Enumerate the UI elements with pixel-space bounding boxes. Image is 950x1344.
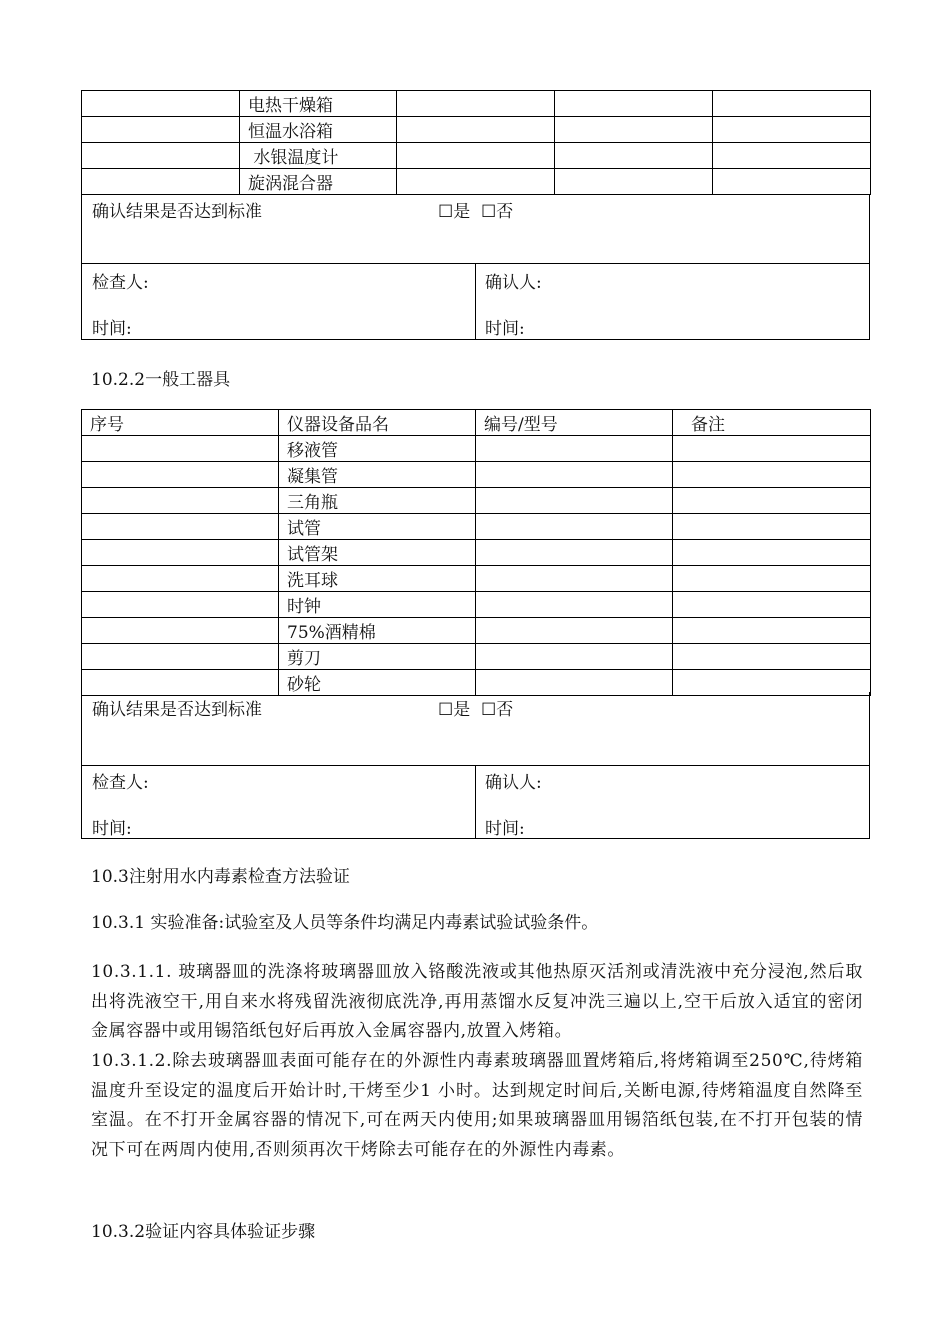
tool-name: 剪刀 (279, 644, 476, 670)
table-row (82, 143, 871, 169)
tool-name: 洗耳球 (279, 566, 476, 592)
section-heading-10-3-1: 10.3.1 实验准备:试验室及人员等条件均满足内毒素试验试验条件。 (91, 913, 599, 933)
table-row (82, 618, 871, 644)
table-row (82, 117, 871, 143)
confirm-result-box (81, 194, 870, 264)
table-row (82, 514, 871, 540)
table-row (82, 436, 871, 462)
tool-name: 试管 (279, 514, 476, 540)
column-header: 编号/型号 (476, 410, 673, 436)
column-header: 仪器设备品名 (279, 410, 476, 436)
time-label: 时间: (92, 819, 132, 839)
paragraph-10-3-1-2: 10.3.1.2.除去玻璃器皿表面可能存在的外源性内毒素玻璃器皿置烤箱后,将烤箱调至250℃,待烤箱温度升至设定的温度后开始计时,干烤至少1 小时。达到规定时间后,关断电源,待烤箱温度自然降至室温。在不打开金属容器的情况下,可在两天内使用;如果玻璃器皿用锡箔纸包装,在不打开包装的情况下可在两周内使用,否则须再次干烤除去可能存在的外源性内毒素。 (91, 1051, 863, 1160)
tool-name: 时钟 (279, 592, 476, 618)
table-row (82, 592, 871, 618)
signature-box (81, 766, 870, 839)
table-row (82, 169, 871, 195)
inspector-label: 检查人: (92, 773, 149, 793)
column-header: 序号 (82, 410, 279, 436)
time-label: 时间: (485, 819, 525, 839)
equipment-name: 水银温度计 (240, 143, 397, 169)
confirmer-label: 确认人: (485, 273, 542, 293)
paragraph-10-3-1-1: 10.3.1.1. 玻璃器皿的洗涤将玻璃器皿放入铬酸洗液或其他热原灭活剂或清洗液中充分浸泡,然后取出将洗液空干,用自来水将残留洗液彻底洗净,再用蒸馏水反复冲洗三遍以上,空干后放入适宜的密闭金属容器中或用锡箔纸包好后再放入金属容器内,放置入烤箱。 (91, 962, 863, 1041)
tool-name: 凝集管 (279, 462, 476, 488)
section-heading-10-3: 10.3注射用水内毒素检查方法验证 (91, 867, 350, 887)
table-row (82, 540, 871, 566)
column-header: 备注 (673, 410, 871, 436)
equipment-name: 电热干燥箱 (240, 91, 397, 117)
table-row (82, 566, 871, 592)
tool-name: 移液管 (279, 436, 476, 462)
tool-name: 砂轮 (279, 670, 476, 696)
tool-name: 三角瓶 (279, 488, 476, 514)
time-label: 时间: (92, 319, 132, 339)
section-heading-10-3-2: 10.3.2验证内容具体验证步骤 (91, 1222, 316, 1242)
confirm-result-box (81, 692, 870, 766)
general-tools-table (81, 409, 871, 696)
confirm-label: 确认结果是否达到标准 (92, 700, 262, 720)
table-row (82, 488, 871, 514)
section-heading-10-2-2: 10.2.2一般工器具 (91, 370, 231, 390)
confirm-label: 确认结果是否达到标准 (92, 202, 262, 222)
table-header-row (82, 410, 871, 436)
confirm-yes-no-checkboxes[interactable]: ☐是 ☐否 (438, 202, 514, 222)
equipment-name: 恒温水浴箱 (240, 117, 397, 143)
tool-name: 75%酒精棉 (279, 618, 476, 644)
signature-box (81, 264, 870, 340)
table-row (82, 462, 871, 488)
inspector-label: 检查人: (92, 273, 149, 293)
confirm-yes-no-checkboxes[interactable]: ☐是 ☐否 (438, 700, 514, 720)
table-row (82, 91, 871, 117)
equipment-table-continued (81, 90, 871, 195)
table-row (82, 644, 871, 670)
tool-name: 试管架 (279, 540, 476, 566)
equipment-name: 旋涡混合器 (240, 169, 397, 195)
confirmer-label: 确认人: (485, 773, 542, 793)
time-label: 时间: (485, 319, 525, 339)
